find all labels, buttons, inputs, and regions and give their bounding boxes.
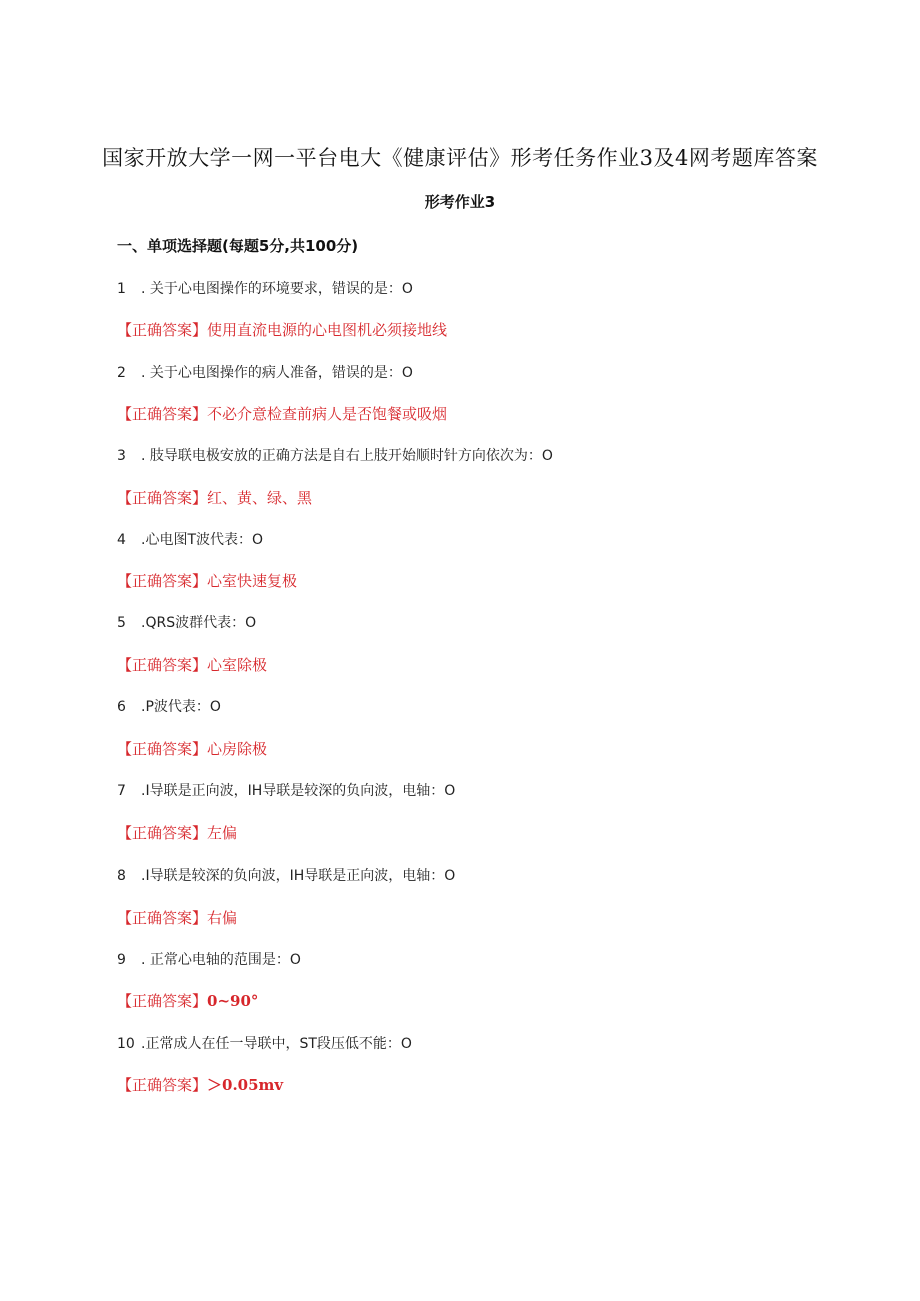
answer-item [117, 654, 267, 675]
question-text: .心电图T波代表：O [141, 532, 264, 548]
question-text: .I导联是正向波，IH导联是较深的负向波，电轴：O [141, 783, 456, 799]
answer-item [117, 990, 258, 1011]
question-item [117, 362, 413, 382]
question-number: 10 [117, 1036, 135, 1052]
answer-item [117, 1074, 283, 1095]
question-number: 8 [117, 868, 126, 884]
question-number: 6 [117, 699, 126, 715]
question-item [117, 612, 256, 632]
answer-item [117, 487, 312, 508]
question-number: 5 [117, 615, 126, 631]
answer-label: 【正确答案】 [117, 909, 208, 927]
answer-text: 不必介意检查前病人是否饱餐或吸烟 [207, 405, 448, 423]
answer-label: 【正确答案】 [117, 405, 208, 423]
question-text: .P波代表：O [141, 699, 221, 715]
question-item [117, 949, 301, 969]
question-item [117, 445, 553, 465]
question-text: . 关于心电图操作的病人准备，错误的是：O [141, 365, 413, 381]
answer-label: 【正确答案】 [117, 824, 208, 842]
question-number: 2 [117, 365, 126, 381]
question-item [117, 1033, 412, 1053]
answer-item [117, 907, 237, 928]
question-number: 4 [117, 532, 126, 548]
question-item [117, 780, 455, 800]
assignment-subtitle: 形考作业3 [424, 193, 496, 211]
question-number: 7 [117, 783, 126, 799]
answer-text: 心室快速复极 [207, 572, 298, 590]
answer-item [117, 738, 267, 759]
answer-item [117, 822, 237, 843]
answer-text: 右偏 [207, 909, 238, 927]
question-number: 3 [117, 448, 126, 464]
answer-text: 心室除极 [207, 656, 268, 674]
section-heading: 一、单项选择题(每题5分,共100分) [117, 237, 359, 255]
question-text: . 肢导联电极安放的正确方法是自右上肢开始顺时针方向依次为：O [141, 448, 553, 464]
question-number: 9 [117, 952, 126, 968]
answer-item [117, 319, 447, 340]
question-item [117, 278, 413, 298]
question-item [117, 696, 221, 716]
answer-label: 【正确答案】 [117, 1076, 208, 1094]
question-text: .QRS波群代表：O [141, 615, 257, 631]
question-item [117, 865, 455, 885]
answer-label: 【正确答案】 [117, 572, 208, 590]
answer-text: ＞0.05mv [207, 1076, 284, 1094]
answer-label: 【正确答案】 [117, 656, 208, 674]
question-text: .正常成人在任一导联中，ST段压低不能：O [141, 1036, 412, 1052]
answer-label: 【正确答案】 [117, 489, 208, 507]
answer-item [117, 403, 447, 424]
question-item [117, 529, 263, 549]
question-text: .I导联是较深的负向波，IH导联是正向波，电轴：O [141, 868, 456, 884]
answer-text: 0~90° [207, 992, 259, 1010]
answer-text: 左偏 [207, 824, 238, 842]
question-number: 1 [117, 281, 126, 297]
document-title: 国家开放大学一网一平台电大《健康评估》形考任务作业3及4网考题库答案 [102, 146, 818, 170]
answer-text: 红、黄、绿、黑 [207, 489, 313, 507]
answer-text: 心房除极 [207, 740, 268, 758]
question-text: . 关于心电图操作的环境要求，错误的是：O [141, 281, 413, 297]
answer-item [117, 570, 297, 591]
answer-label: 【正确答案】 [117, 740, 208, 758]
question-text: . 正常心电轴的范围是：O [141, 952, 301, 968]
answer-label: 【正确答案】 [117, 321, 208, 339]
answer-label: 【正确答案】 [117, 992, 208, 1010]
answer-text: 使用直流电源的心电图机必须接地线 [207, 321, 448, 339]
